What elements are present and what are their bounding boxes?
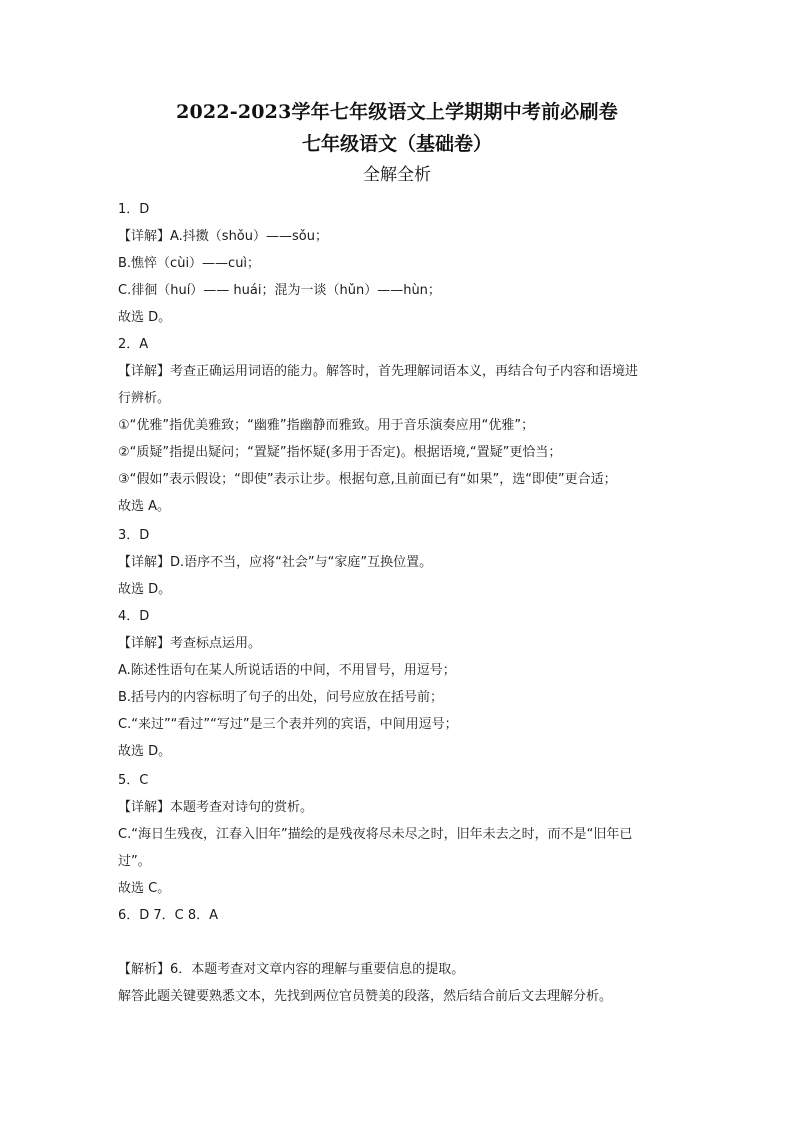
answer-number: 1．D bbox=[118, 202, 150, 217]
answer-conclusion: 故选 D。 bbox=[118, 582, 172, 597]
answer-explanation: ③“假如”表示假设；“即使”表示让步。根据句意,且前面已有“如果”，选“即使”更合适； bbox=[118, 472, 617, 487]
answer-number-group: 6．D 7．C 8．A bbox=[118, 908, 219, 923]
document-title: 2022-2023学年七年级语文上学期期中考前必刷卷 bbox=[176, 101, 618, 123]
answer-explanation: B.憔悴（cùi）——cuì； bbox=[118, 256, 261, 271]
answer-conclusion: 故选 D。 bbox=[118, 310, 172, 325]
answer-conclusion: 故选 A。 bbox=[118, 499, 171, 514]
document-subtitle: 七年级语文（基础卷） bbox=[301, 133, 492, 155]
answer-explanation: ①“优雅”指优美雅致；“幽雅”指幽静而雅致。用于音乐演奏应用“优雅”； bbox=[118, 418, 535, 433]
answer-number: 4．D bbox=[118, 609, 150, 624]
answer-explanation: A.陈述性语句在某人所说话语的中间，不用冒号，用逗号； bbox=[118, 663, 456, 678]
answer-explanation: C.“来过”“看过”“写过”是三个表并列的宾语，中间用逗号； bbox=[118, 717, 458, 732]
answer-explanation: 过”。 bbox=[118, 854, 151, 869]
document-section-heading: 全解全析 bbox=[363, 165, 431, 185]
analysis-explanation: 解答此题关键要熟悉文本，先找到两位官员赞美的段落，然后结合前后文去理解分析。 bbox=[118, 989, 613, 1004]
answer-explanation: 【详解】考查正确运用词语的能力。解答时，首先理解词语本义，再结合句子内容和语境进 bbox=[118, 364, 639, 379]
answer-explanation: C.“海日生残夜，江春入旧年”描绘的是残夜将尽未尽之时，旧年未去之时，而不是“旧年已 bbox=[118, 827, 633, 842]
answer-number: 3．D bbox=[118, 528, 150, 543]
answer-conclusion: 故选 D。 bbox=[118, 744, 172, 759]
answer-number: 5．C bbox=[118, 773, 149, 788]
answer-explanation: 【详解】本题考查对诗句的赏析。 bbox=[118, 800, 314, 815]
answer-explanation: B.括号内的内容标明了句子的出处，问号应放在括号前； bbox=[118, 690, 444, 705]
answer-explanation: C.徘徊（huí）—— huái；混为一谈（hǔn）——hùn； bbox=[118, 283, 441, 298]
answer-explanation: 【详解】A.抖擞（shǒu）——sǒu； bbox=[118, 229, 328, 244]
answer-explanation: ②“质疑”指提出疑问；“置疑”指怀疑(多用于否定)。根据语境,“置疑”更恰当； bbox=[118, 445, 562, 460]
answer-explanation: 【详解】考查标点运用。 bbox=[118, 636, 262, 651]
answer-conclusion: 故选 C。 bbox=[118, 881, 171, 896]
answer-explanation: 行辨析。 bbox=[118, 391, 171, 406]
answer-explanation: 【详解】D.语序不当，应将“社会”与“家庭”互换位置。 bbox=[118, 555, 433, 570]
analysis-explanation: 【解析】6．本题考查对文章内容的理解与重要信息的提取。 bbox=[118, 962, 465, 977]
answer-number: 2．A bbox=[118, 337, 149, 352]
